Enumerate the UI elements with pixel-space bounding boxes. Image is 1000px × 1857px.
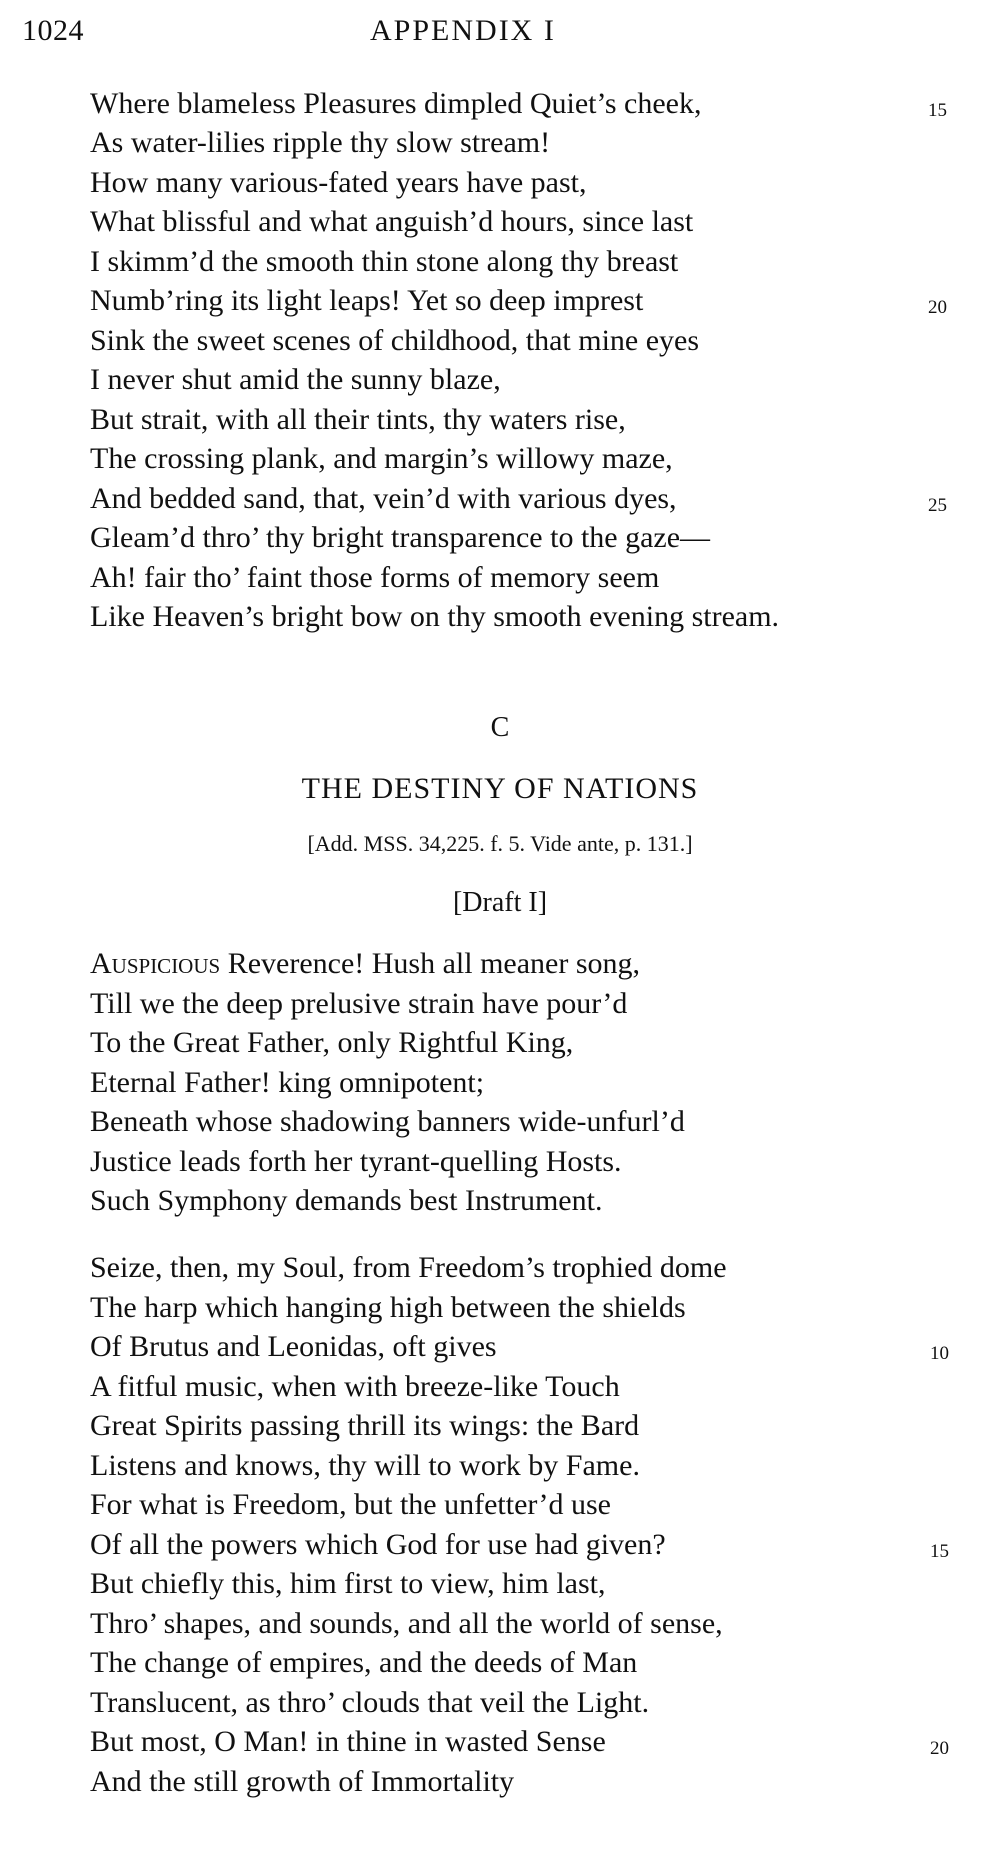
line-number: 15: [930, 1541, 949, 1562]
verse-line: Such Symphony demands best Instrument.: [90, 1184, 603, 1217]
verse-line: Of Brutus and Leonidas, oft gives: [90, 1330, 497, 1363]
verse-line: A fitful music, when with breeze-like Touch: [90, 1370, 620, 1403]
verse-line: For what is Freedom, but the unfetter’d use: [90, 1488, 612, 1521]
verse-line: The crossing plank, and margin’s willowy maze,: [90, 442, 673, 475]
verse-line: But chiefly this, him first to view, him last,: [90, 1567, 606, 1600]
verse-line: Thro’ shapes, and sounds, and all the world of sense,: [90, 1607, 723, 1640]
verse-line: How many various-fated years have past,: [90, 166, 587, 199]
verse-line: What blissful and what anguish’d hours, since last: [90, 205, 694, 238]
source-reference: [Add. MSS. 34,225. f. 5. Vide ante, p. 131.]: [307, 831, 693, 856]
verse-line: Till we the deep prelusive strain have pour’d: [90, 987, 628, 1020]
verse-line: But most, O Man! in thine in wasted Sense: [90, 1725, 606, 1758]
line-number: 20: [928, 297, 947, 318]
verse-line: I skimm’d the smooth thin stone along thy breast: [90, 245, 679, 278]
verse-line: I never shut amid the sunny blaze,: [90, 363, 501, 396]
verse-line: Like Heaven’s bright bow on thy smooth evening stream.: [90, 600, 780, 633]
line-number: 10: [930, 1343, 949, 1364]
line-number: 25: [928, 495, 947, 516]
line-number: 15: [928, 100, 947, 121]
verse-line: Eternal Father! king omnipotent;: [90, 1066, 485, 1099]
verse-line: Seize, then, my Soul, from Freedom’s trophied dome: [90, 1251, 727, 1284]
verse-line: The change of empires, and the deeds of Man: [90, 1646, 638, 1679]
running-head: APPENDIX I: [370, 14, 556, 47]
verse-line: Where blameless Pleasures dimpled Quiet’s cheek,: [90, 87, 702, 120]
verse-line: But strait, with all their tints, thy waters rise,: [90, 403, 626, 436]
page-number: 1024: [22, 14, 84, 47]
section-letter: C: [490, 712, 510, 743]
verse-line: As water-lilies ripple thy slow stream!: [90, 126, 551, 159]
verse-line: Ah! fair tho’ faint those forms of memory seem: [90, 561, 660, 594]
verse-line-rest: Reverence! Hush all meaner song,: [220, 947, 641, 980]
verse-line: Gleam’d thro’ thy bright transparence to the gaze—: [90, 521, 711, 554]
verse-line: Of all the powers which God for use had given?: [90, 1528, 666, 1561]
verse-line: To the Great Father, only Rightful King,: [90, 1026, 574, 1059]
verse-line: Sink the sweet scenes of childhood, that mine eyes: [90, 324, 700, 357]
first-word: Auspicious: [90, 947, 221, 980]
verse-line: Translucent, as thro’ clouds that veil the Light.: [90, 1686, 650, 1719]
verse-line: And bedded sand, that, vein’d with various dyes,: [90, 482, 677, 515]
verse-line: And the still growth of Immortality: [90, 1765, 515, 1798]
section-title: THE DESTINY OF NATIONS: [301, 772, 699, 805]
verse-line: Listens and knows, thy will to work by Fame.: [90, 1449, 640, 1482]
verse-line: Great Spirits passing thrill its wings: the Bard: [90, 1409, 640, 1442]
draft-label: [Draft I]: [452, 887, 548, 918]
verse-line: Numb’ring its light leaps! Yet so deep imprest: [90, 284, 644, 317]
verse-line: Justice leads forth her tyrant-quelling Hosts.: [90, 1145, 622, 1178]
verse-line: Beneath whose shadowing banners wide-unfurl’d: [90, 1105, 685, 1138]
line-number: 20: [930, 1738, 949, 1759]
verse-line: [90, 949, 640, 979]
verse-line: The harp which hanging high between the shields: [90, 1291, 686, 1324]
